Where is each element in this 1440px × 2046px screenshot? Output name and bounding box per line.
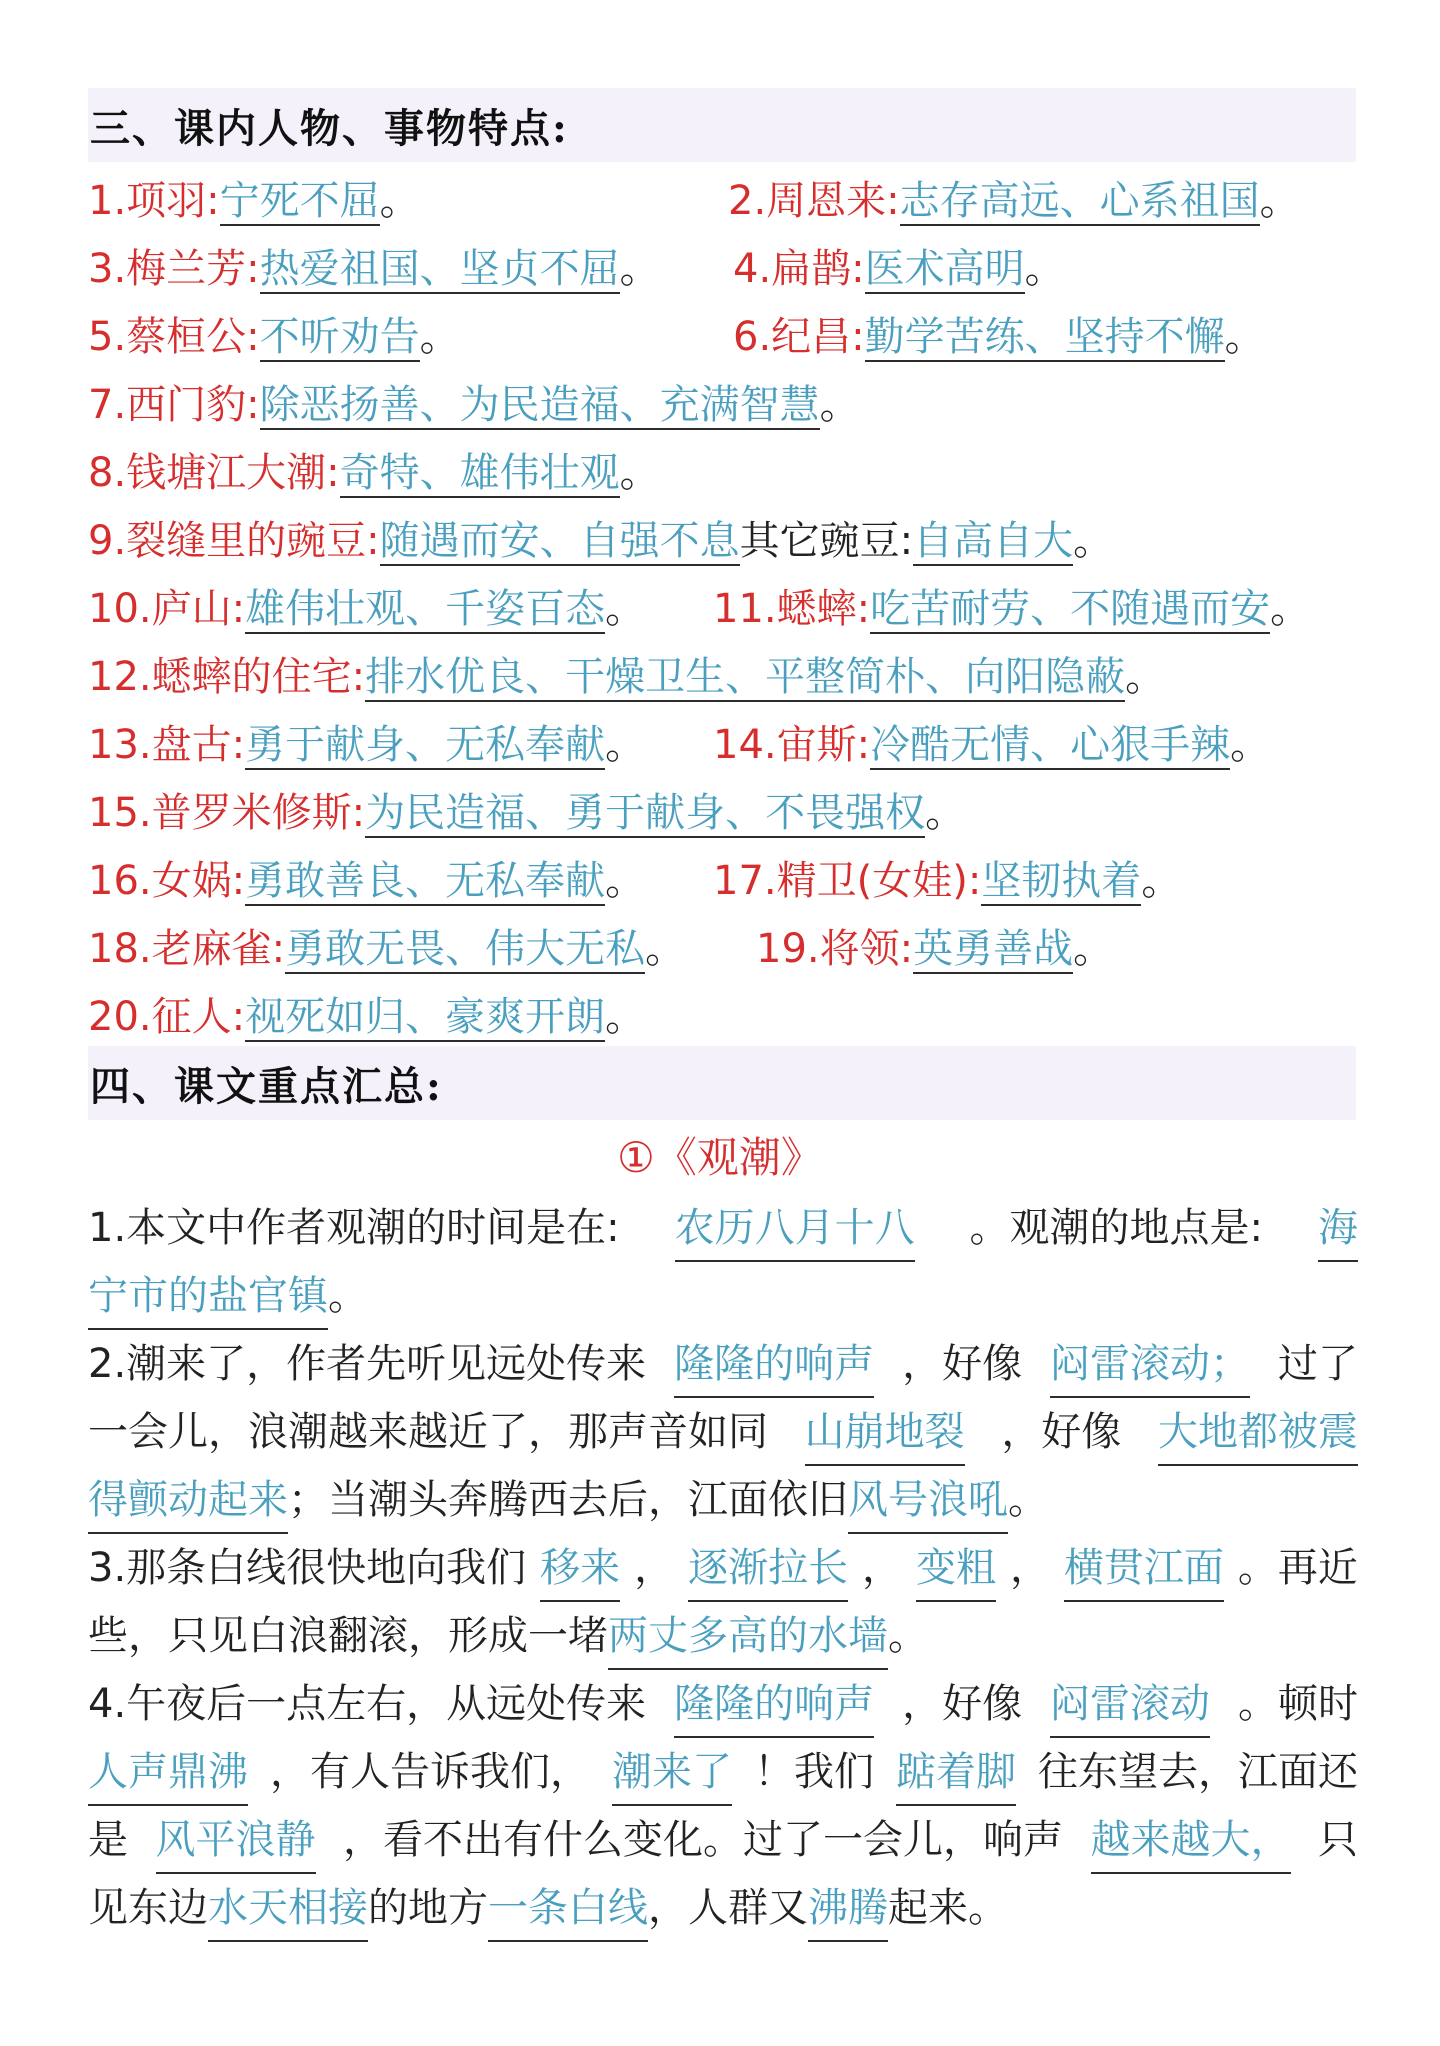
trait-answer: 雄伟壮观、千姿百态: [245, 586, 606, 632]
trait-label: 2.周恩来:: [728, 178, 900, 224]
trait-label: 4.扁鹊:: [733, 246, 865, 292]
paragraph-3: [88, 1534, 1358, 1670]
text: ！我们: [754, 1749, 874, 1795]
trait-end: 。: [1073, 518, 1114, 564]
trait-row: [88, 780, 1358, 846]
trait-label: 19.将领:: [756, 926, 914, 972]
text: 。再近: [1237, 1545, 1358, 1591]
trait-item: [88, 236, 660, 302]
text: ，好像: [902, 1681, 1023, 1727]
text: ，: [634, 1545, 675, 1591]
trait-answer: 不听劝告: [259, 314, 420, 360]
trait-answer: 勇敢无畏、伟大无私: [285, 926, 646, 972]
trait-label: 10.庐山:: [88, 586, 246, 632]
answer: 闷雷滚动: [1050, 1670, 1210, 1738]
text: ，有人告诉我们，: [270, 1749, 590, 1795]
trait-end: 。: [1073, 926, 1114, 972]
text: 。观潮的地点是:: [969, 1205, 1264, 1251]
trait-answer: 英勇善战: [913, 926, 1074, 972]
trait-label: 8.钱塘江大潮:: [88, 450, 340, 496]
answer: 逐渐拉长: [688, 1534, 848, 1602]
trait-end: 。: [379, 178, 420, 224]
answer: 人声鼎沸: [88, 1738, 248, 1806]
trait-row: [88, 440, 1358, 506]
para-line: [88, 1806, 1358, 1874]
trait-label: 17.精卫(女娃):: [713, 858, 982, 904]
trait-row: [88, 508, 1358, 574]
text: 。: [328, 1273, 368, 1319]
text: ；当潮头奔腾西去后，江面依旧: [288, 1477, 848, 1523]
trait-item: [88, 508, 1113, 574]
trait-end: 。: [619, 450, 660, 496]
trait-row: [88, 848, 1358, 914]
trait-row: [88, 168, 1358, 234]
para-line: [88, 1670, 1358, 1738]
trait-answer: 冷酷无情、心狠手辣: [870, 722, 1231, 768]
section-3-heading: 三、课内人物、事物特点:: [88, 88, 1356, 162]
trait-end: 。: [1224, 314, 1265, 360]
text: 见东边: [88, 1885, 208, 1931]
trait-end: 。: [605, 586, 646, 632]
trait-item: [88, 440, 660, 506]
trait-end: 。: [1141, 858, 1182, 904]
para-line: [88, 1874, 1358, 1942]
para-line: [88, 1262, 1358, 1330]
trait-end: 。: [619, 246, 660, 292]
answer: 越来越大，: [1091, 1806, 1291, 1874]
answer: 闷雷滚动；: [1050, 1330, 1250, 1398]
answer: 隆隆的响声: [674, 1670, 874, 1738]
trait-answer: 勇敢善良、无私奉献: [245, 858, 606, 904]
text: ，好像: [902, 1341, 1023, 1387]
trait-label: 5.蔡桓公:: [88, 314, 260, 360]
answer: 两丈多高的水墙: [608, 1602, 888, 1670]
trait-answer: 随遇而安、自强不息: [379, 518, 740, 564]
trait-label: 3.梅兰芳:: [88, 246, 260, 292]
trait-end: 。: [1270, 586, 1311, 632]
answer: 山崩地裂: [805, 1398, 965, 1466]
trait-item: [728, 168, 1300, 234]
trait-item: [88, 916, 685, 982]
trait-row: [88, 576, 1358, 642]
trait-end: 。: [605, 994, 646, 1040]
trait-item: [88, 780, 965, 846]
trait-row: [88, 372, 1358, 438]
text: 。顿时: [1237, 1681, 1358, 1727]
answer: 风号浪吼: [848, 1466, 1008, 1534]
para-line: [88, 1194, 1358, 1262]
trait-row: [88, 236, 1358, 302]
text: 3.那条白线很快地向我们: [88, 1545, 527, 1591]
trait-label: 6.纪昌:: [733, 314, 865, 360]
trait-end: 。: [1125, 654, 1166, 700]
text: 过了: [1277, 1341, 1358, 1387]
trait-label: 11.蟋蟀:: [713, 586, 871, 632]
trait-answer: 为民造福、勇于献身、不畏强权: [365, 790, 926, 836]
trait-label: 12.蟋蟀的住宅:: [88, 654, 366, 700]
trait-answer: 志存高远、心系祖国: [899, 178, 1260, 224]
answer: 变粗: [916, 1534, 996, 1602]
trait-item: [88, 576, 645, 642]
text: ，好像: [1001, 1409, 1122, 1455]
trait-row: [88, 916, 1358, 982]
text: 往东望去，江面还: [1038, 1749, 1358, 1795]
answer: 水天相接: [208, 1874, 368, 1942]
trait-label: 15.普罗米修斯:: [88, 790, 366, 836]
trait-end: 。: [925, 790, 966, 836]
trait-end: 。: [645, 926, 686, 972]
answer: 潮来了: [612, 1738, 732, 1806]
trait-item: [713, 712, 1270, 778]
answer: 踮着脚: [896, 1738, 1016, 1806]
para-line: [88, 1602, 1358, 1670]
trait-end: 。: [819, 382, 860, 428]
trait-answer: 除恶扬善、为民造福、充满智慧: [259, 382, 820, 428]
section-4-heading: 四、课文重点汇总:: [88, 1046, 1356, 1120]
para-line: [88, 1738, 1358, 1806]
trait-label: 14.宙斯:: [713, 722, 871, 768]
answer: 得颤动起来: [88, 1466, 288, 1534]
para-line: [88, 1466, 1358, 1534]
trait-row: [88, 644, 1358, 710]
trait-item: [713, 576, 1310, 642]
trait-row: [88, 712, 1358, 778]
trait-item: [88, 168, 420, 234]
text: 些，只见白浪翻滚，形成一堵: [88, 1613, 608, 1659]
trait-end: 。: [1230, 722, 1271, 768]
para-line: [88, 1534, 1358, 1602]
text: ，: [862, 1545, 903, 1591]
paragraph-1: [88, 1194, 1358, 1330]
trait-end: 。: [605, 722, 646, 768]
trait-item: [88, 848, 645, 914]
text: 只: [1318, 1817, 1358, 1863]
trait-answer: 宁死不屈: [219, 178, 380, 224]
para-line: [88, 1330, 1358, 1398]
trait-label: 7.西门豹:: [88, 382, 260, 428]
trait-item: [733, 236, 1065, 302]
trait-label: 9.裂缝里的豌豆:: [88, 518, 380, 564]
trait-item: [88, 372, 860, 438]
trait-item: [88, 984, 645, 1050]
trait-end: 。: [1259, 178, 1300, 224]
trait-label: 18.老麻雀:: [88, 926, 286, 972]
trait-label: 16.女娲:: [88, 858, 246, 904]
trait-mid-label: 其它豌豆:: [739, 518, 914, 564]
text: 。: [888, 1613, 928, 1659]
trait-end: 。: [1024, 246, 1065, 292]
trait-row: [88, 304, 1358, 370]
answer: 隆隆的响声: [674, 1330, 874, 1398]
trait-answer: 热爱祖国、坚贞不屈: [259, 246, 620, 292]
answer: 海: [1318, 1194, 1358, 1262]
trait-label: 1.项羽:: [88, 178, 220, 224]
trait-answer: 勤学苦练、坚持不懈: [864, 314, 1225, 360]
trait-answer-2: 自高自大: [913, 518, 1074, 564]
trait-item: [88, 304, 460, 370]
text: 起来。: [888, 1885, 1008, 1931]
text: 。: [1008, 1477, 1048, 1523]
trait-answer: 坚韧执着: [981, 858, 1142, 904]
para-line: [88, 1398, 1358, 1466]
text: 是: [88, 1817, 128, 1863]
answer: 沸腾: [808, 1874, 888, 1942]
answer: 大地都被震: [1158, 1398, 1358, 1466]
answer: 宁市的盐官镇: [88, 1262, 328, 1330]
paragraph-2: [88, 1330, 1358, 1534]
trait-answer: 奇特、雄伟壮观: [339, 450, 620, 496]
text: 1.本文中作者观潮的时间是在:: [88, 1205, 620, 1251]
trait-item: [88, 712, 645, 778]
text: ，人群又: [648, 1885, 808, 1931]
answer: 一条白线: [488, 1874, 648, 1942]
text: 一会儿，浪潮越来越近了，那声音如同: [88, 1409, 768, 1455]
text: 4.午夜后一点左右，从远处传来: [88, 1681, 647, 1727]
trait-item: [756, 916, 1113, 982]
answer: 农历八月十八: [675, 1194, 915, 1262]
answer: 横贯江面: [1064, 1534, 1224, 1602]
trait-answer: 医术高明: [864, 246, 1025, 292]
text: ，: [1009, 1545, 1050, 1591]
paragraph-4: [88, 1670, 1358, 1942]
trait-answer: 排水优良、干燥卫生、平整简朴、向阳隐蔽: [365, 654, 1126, 700]
trait-label: 13.盘古:: [88, 722, 246, 768]
trait-answer: 吃苦耐劳、不随遇而安: [870, 586, 1271, 632]
trait-item: [88, 644, 1165, 710]
trait-item: [713, 848, 1181, 914]
trait-end: 。: [605, 858, 646, 904]
trait-answer: 视死如归、豪爽开朗: [245, 994, 606, 1040]
text: ，看不出有什么变化。过了一会儿，响声: [343, 1817, 1063, 1863]
answer: 风平浪静: [156, 1806, 316, 1874]
trait-label: 20.征人:: [88, 994, 246, 1040]
text: 的地方: [368, 1885, 488, 1931]
text: 2.潮来了，作者先听见远处传来: [88, 1341, 647, 1387]
trait-answer: 勇于献身、无私奉献: [245, 722, 606, 768]
answer: 移来: [540, 1534, 620, 1602]
trait-end: 。: [419, 314, 460, 360]
lesson-title: ①《观潮》: [617, 1133, 823, 1182]
trait-item: [733, 304, 1265, 370]
trait-row: [88, 984, 1358, 1050]
